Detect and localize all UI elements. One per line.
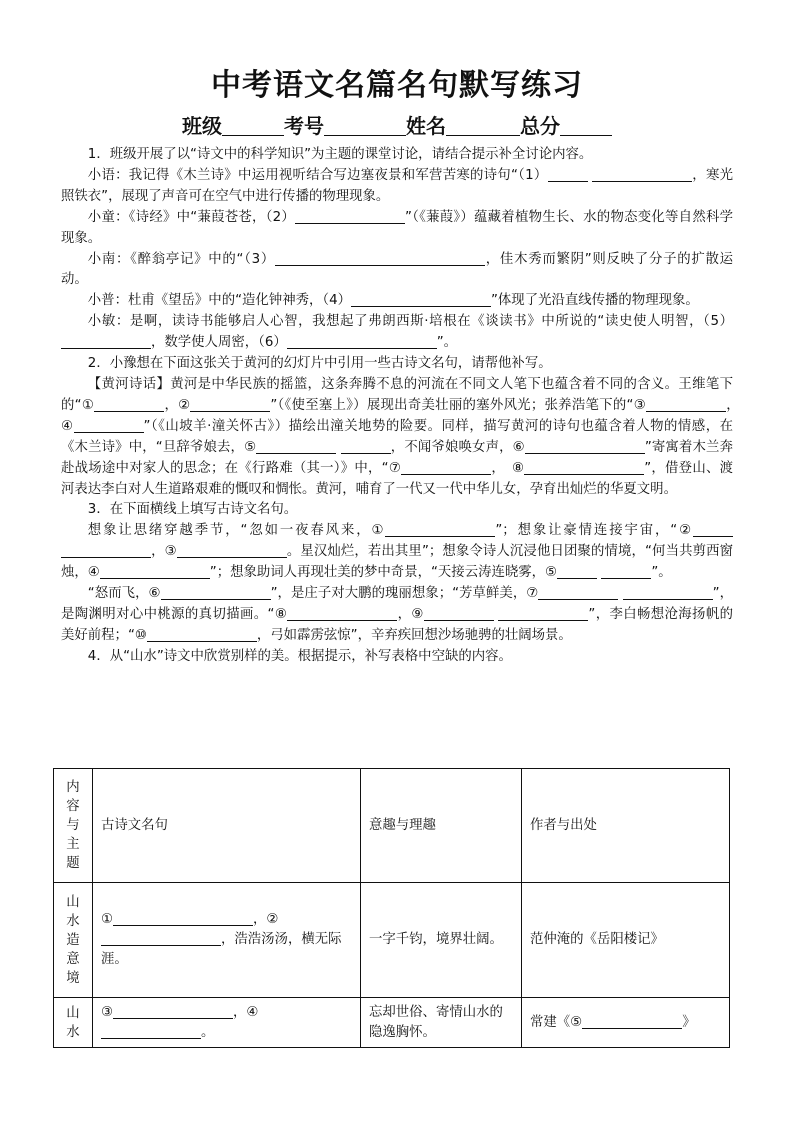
q3-paragraph-b: “怒而飞，⑥ ”，是庄子对大鹏的瑰丽想象；“芳草鲜美，⑦ ”，是陶渊明对心中桃源的真切描画。“⑧ ，⑨ ”，李白畅想沧海扬帆的美好前程；“⑩ ，弓如霹雳弦惊”，辛弃疾回想沙场驰骋的壮阔场景。 xyxy=(61,586,733,643)
answer-blank[interactable] xyxy=(341,438,391,454)
class-blank[interactable] xyxy=(222,115,284,136)
number-label: 考号 xyxy=(284,114,324,138)
student-info-line xyxy=(0,110,794,139)
q2-paragraph: 【黄河诗话】黄河是中华民族的摇篮，这条奔腾不息的河流在不同文人笔下也蕴含着不同的含义。王维笔下的“① ，② ”（《使至塞上》）展现出奇美壮丽的塞外风光；张养浩笔下的“③ ， ④ ”（《山坡羊·潼关怀古》）描绘出潼关地势的险要。同样，描写黄河的诗句也蕴含着人物的情感，在《木兰诗》中，“旦辞爷娘去，⑤ ，不闻爷娘唤女声，⑥ ”寄寓着木兰奔赴战场途中对家人的思念；在《行路难（其一）》中，“⑦ ， ⑧ ”，借登山、渡河表达李白对人生道路艰难的慨叹和惆怅。黄河，哺育了一代又一代中华儿女，孕育出灿烂的华夏文明。 xyxy=(61,376,747,497)
number-blank[interactable] xyxy=(324,115,406,136)
answer-blank[interactable] xyxy=(498,605,588,621)
answer-blank[interactable] xyxy=(524,459,644,475)
answer-blank[interactable] xyxy=(74,417,144,433)
header-source: 作者与出处 xyxy=(522,769,730,883)
row1-quote: ① ，②，浩浩汤汤，横无际涯。 xyxy=(93,883,361,998)
table-row xyxy=(54,883,730,998)
answer-blank[interactable] xyxy=(592,166,692,182)
row2-source: 常建《⑤ 》 xyxy=(522,998,730,1048)
answer-blank[interactable] xyxy=(101,930,221,946)
answer-blank[interactable] xyxy=(61,333,151,349)
row2-meaning: 忘却世俗、寄情山水的隐逸胸怀。 xyxy=(361,998,522,1048)
answer-blank[interactable] xyxy=(623,584,713,600)
row1-source: 范仲淹的《岳阳楼记》 xyxy=(522,883,730,998)
answer-blank[interactable] xyxy=(525,438,645,454)
answer-blank[interactable] xyxy=(190,396,270,412)
answer-blank[interactable] xyxy=(582,1013,682,1029)
header-quote: 古诗文名句 xyxy=(93,769,361,883)
header-meaning: 意趣与理趣 xyxy=(361,769,522,883)
row1-meaning: 一字千钧，境界壮阔。 xyxy=(361,883,522,998)
answer-blank[interactable] xyxy=(401,459,491,475)
class-label: 班级 xyxy=(182,114,222,138)
q1-line-a: 小语：我记得《木兰诗》中运用视听结合写边塞夜景和军营苦寒的诗句“（1） ，寒光照铁衣”，展现了声音可在空气中进行传播的物理现象。 xyxy=(61,167,733,204)
answer-blank[interactable] xyxy=(548,166,588,182)
answer-blank[interactable] xyxy=(287,605,397,621)
answer-blank[interactable] xyxy=(113,1003,233,1019)
answer-blank[interactable] xyxy=(693,521,733,537)
questions xyxy=(61,145,747,668)
answer-blank[interactable] xyxy=(295,208,405,224)
answer-blank[interactable] xyxy=(94,396,164,412)
answer-blank[interactable] xyxy=(256,438,336,454)
row2-topic: 山水 xyxy=(66,1005,80,1040)
page-title: 中考语文名篇名句默写练习 xyxy=(211,68,583,103)
answer-blank[interactable] xyxy=(557,563,597,579)
q1-line-b: 小童：《诗经》中“蒹葭苍苍，（2） ”（《蒹葭》）蕴藏着植物生长、水的物态变化等自然科学现象。 xyxy=(61,209,734,246)
table-row xyxy=(54,998,730,1048)
q1-line-c: 小南：《醉翁亭记》中的“（3） ，佳木秀而繁阴”则反映了分子的扩散运动。 xyxy=(61,251,733,288)
q3-intro: 3．在下面横线上填写古诗文名句。 xyxy=(87,502,298,518)
answer-blank[interactable] xyxy=(424,605,494,621)
answer-blank[interactable] xyxy=(646,396,726,412)
name-label: 姓名 xyxy=(406,114,446,138)
q1-line-e: 小敏：是啊，读诗书能够启人心智，我想起了弗朗西斯·培根在《谈读书》中所说的“读史使人明智，（5），数学使人周密，（6） ”。 xyxy=(61,312,733,354)
q4-intro: 4．从“山水”诗文中欣赏别样的美。根据提示，补写表格中空缺的内容。 xyxy=(87,648,512,664)
row1-topic: 山水造意境 xyxy=(66,894,80,986)
q1-line-d: 小普：杜甫《望岳》中的“造化钟神秀，（4） ”体现了光沿直线传播的物理现象。 xyxy=(87,293,699,309)
answer-blank[interactable] xyxy=(287,333,437,349)
q1-intro: 1．班级开展了以“诗文中的科学知识”为主题的课堂讨论，请结合提示补全讨论内容。 xyxy=(87,147,593,162)
answer-blank[interactable] xyxy=(113,910,253,926)
row2-quote: ③ ，④。 xyxy=(93,998,361,1048)
score-blank[interactable] xyxy=(560,115,612,136)
header-topic: 内容与主题 xyxy=(66,780,80,871)
landscape-poetry-table xyxy=(53,768,730,1048)
name-blank[interactable] xyxy=(446,115,520,136)
answer-blank[interactable] xyxy=(101,1023,201,1039)
answer-blank[interactable] xyxy=(601,563,651,579)
answer-blank[interactable] xyxy=(385,521,495,537)
answer-blank[interactable] xyxy=(147,626,257,642)
answer-blank[interactable] xyxy=(61,542,151,558)
table-header-row xyxy=(54,769,730,883)
answer-blank[interactable] xyxy=(538,584,618,600)
answer-blank[interactable] xyxy=(275,250,485,266)
q2-intro: 2．小豫想在下面这张关于黄河的幻灯片中引用一些古诗文名句，请帮他补写。 xyxy=(87,356,552,372)
answer-blank[interactable] xyxy=(100,563,210,579)
answer-blank[interactable] xyxy=(177,542,287,558)
answer-blank[interactable] xyxy=(161,584,271,600)
q3-paragraph-a: 想象让思绪穿越季节，“忽如一夜春风来，① ”；想象让豪情连接宇宙，“② ，③ 。星汉灿烂，若出其里”；想象令诗人沉浸他日团聚的情境，“何当共剪西窗烛，④ ”；想象助词人再现壮美的梦中奇景，“天接云涛连晓雾，⑤ ”。 xyxy=(61,523,733,581)
answer-blank[interactable] xyxy=(351,291,491,307)
score-label: 总分 xyxy=(520,114,560,138)
